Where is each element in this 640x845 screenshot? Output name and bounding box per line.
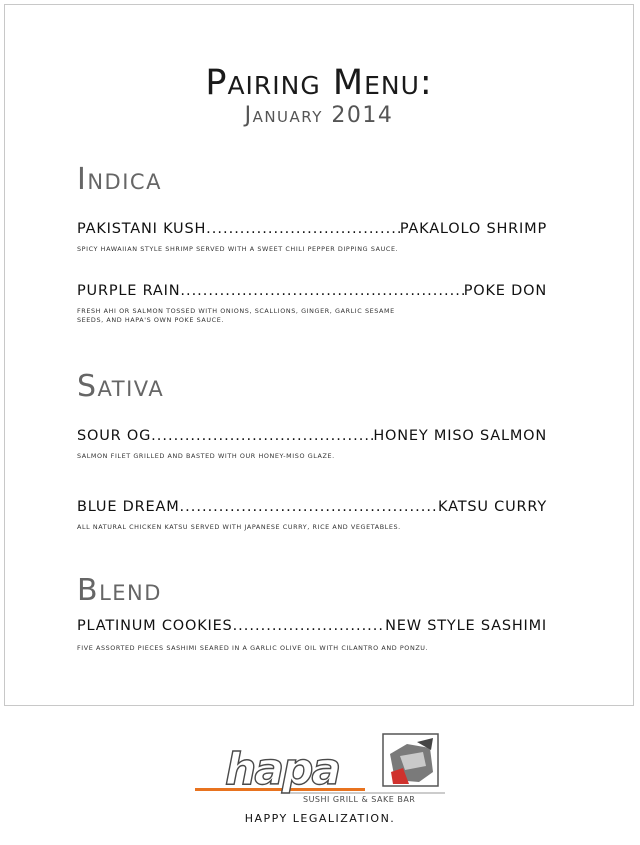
- dish-description: SALMON FILET GRILLED AND BASTED WITH OUR HONEY-MISO GLAZE.: [77, 452, 335, 460]
- robot-mascot-icon: [383, 734, 438, 786]
- strain-name: PURPLE RAIN: [77, 283, 181, 299]
- pairing-row: [77, 221, 547, 237]
- leader-dots: [180, 499, 439, 515]
- logo-wordmark: hapa: [225, 744, 340, 795]
- dish-name: PAKALOLO SHRIMP: [399, 221, 547, 237]
- dish-name: HONEY MISO SALMON: [373, 428, 547, 444]
- leader-dots: [151, 428, 373, 444]
- menu-date: January 2014: [244, 103, 394, 128]
- dish-description: SPICY HAWAIIAN STYLE SHRIMP SERVED WITH A SWEET CHILI PEPPER DIPPING SAUCE.: [77, 245, 399, 253]
- dish-description: ALL NATURAL CHICKEN KATSU SERVED WITH JAPANESE CURRY, RICE AND VEGETABLES.: [77, 523, 401, 531]
- logo-graphic: [195, 732, 445, 807]
- leader-dots: [233, 618, 386, 634]
- pairing-row: [77, 499, 547, 515]
- dish-name: POKE DON: [463, 283, 547, 299]
- strain-name: SOUR OG: [77, 428, 152, 444]
- leader-dots: [180, 283, 463, 299]
- dish-description-line: SEEDS, AND HAPA'S OWN POKE SAUCE.: [77, 316, 224, 324]
- logo-subtitle: SUSHI GRILL & SAKE BAR: [303, 795, 416, 804]
- section-heading-blend: Blend: [77, 573, 162, 608]
- strain-name: PAKISTANI KUSH: [77, 221, 207, 237]
- tagline: HAPPY LEGALIZATION.: [244, 812, 396, 825]
- pairing-row: [77, 618, 547, 634]
- pairing-row: [77, 428, 547, 444]
- dish-description-line: FRESH AHI OR SALMON TOSSED WITH ONIONS, SCALLIONS, GINGER, GARLIC SESAME: [77, 307, 395, 315]
- section-heading-sativa: Sativa: [77, 369, 165, 404]
- menu-card: [4, 4, 634, 706]
- strain-name: BLUE DREAM: [77, 499, 180, 515]
- hapa-logo: [195, 732, 445, 807]
- strain-name: PLATINUM COOKIES: [77, 618, 233, 634]
- pairing-row: [77, 283, 547, 299]
- leader-dots: [206, 221, 400, 237]
- menu-title: Pairing Menu:: [205, 63, 433, 103]
- section-heading-indica: Indica: [77, 162, 162, 197]
- dish-description: FIVE ASSORTED PIECES SASHIMI SEARED IN A GARLIC OLIVE OIL WITH CILANTRO AND PONZU.: [77, 644, 429, 652]
- dish-description: [77, 307, 567, 325]
- dish-name: KATSU CURRY: [438, 499, 547, 515]
- dish-name: NEW STYLE SASHIMI: [385, 618, 547, 634]
